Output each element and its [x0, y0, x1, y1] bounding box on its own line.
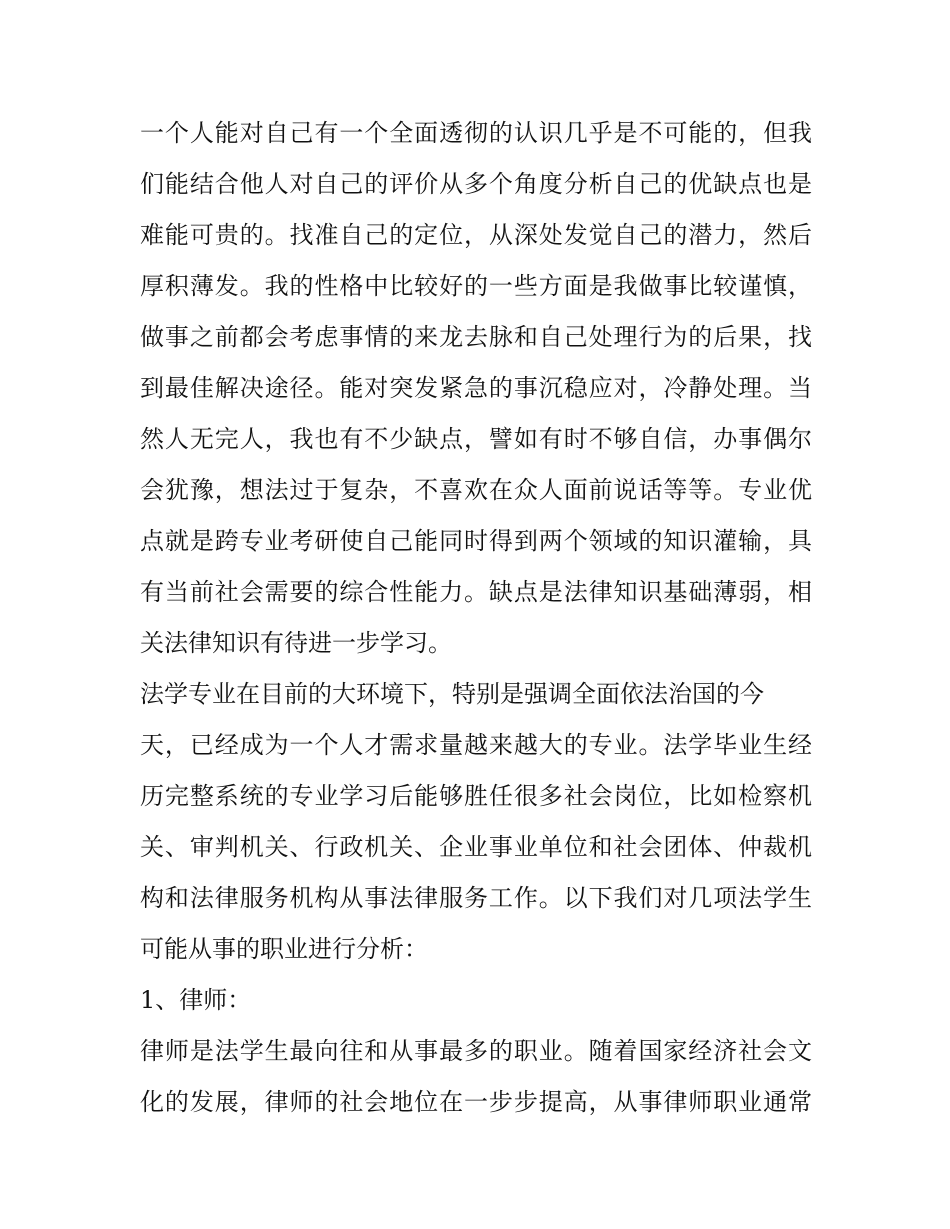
text-line-16: 构和法律服务机构从事法律服务工作。以下我们对几项法学生 [140, 884, 812, 912]
text-line-13: 天，已经成为一个人才需求量越来越大的专业。法学毕业生经 [140, 731, 812, 759]
text-line-7: 然人无完人，我也有不少缺点，譬如有时不够自信，办事偶尔 [140, 425, 812, 453]
text-line-14: 历完整系统的专业学习后能够胜任很多社会岗位，比如检察机 [140, 782, 812, 810]
text-line-10: 有当前社会需要的综合性能力。缺点是法律知识基础薄弱，相 [140, 578, 812, 606]
section-heading-lawyer: 1、律师： [140, 986, 252, 1014]
text-line-5: 做事之前都会考虑事情的来龙去脉和自己处理行为的后果，找 [140, 323, 812, 351]
text-line-17: 可能从事的职业进行分析： [140, 935, 428, 963]
text-line-19: 律师是法学生最向往和从事最多的职业。随着国家经济社会文 [140, 1037, 812, 1065]
text-line-1: 一个人能对自己有一个全面透彻的认识几乎是不可能的，但我 [140, 119, 812, 147]
text-line-15: 关、审判机关、行政机关、企业事业单位和社会团体、仲裁机 [140, 833, 812, 861]
text-line-8: 会犹豫，想法过于复杂，不喜欢在众人面前说话等等。专业优 [140, 476, 812, 504]
text-line-3: 难能可贵的。找准自己的定位，从深处发觉自己的潜力，然后 [140, 221, 812, 249]
text-line-20: 化的发展，律师的社会地位在一步步提高，从事律师职业通常 [140, 1088, 812, 1116]
text-line-2: 们能结合他人对自己的评价从多个角度分析自己的优缺点也是 [140, 170, 812, 198]
text-line-11: 关法律知识有待进一步学习。 [140, 629, 452, 657]
body-text [140, 108, 812, 1128]
text-line-6: 到最佳解决途径。能对突发紧急的事沉稳应对，冷静处理。当 [140, 374, 812, 402]
text-line-9: 点就是跨专业考研使自己能同时得到两个领域的知识灌输，具 [140, 527, 812, 555]
text-line-12: 法学专业在目前的大环境下，特别是强调全面依法治国的今 [140, 680, 764, 708]
text-line-4: 厚积薄发。我的性格中比较好的一些方面是我做事比较谨慎， [140, 272, 812, 300]
